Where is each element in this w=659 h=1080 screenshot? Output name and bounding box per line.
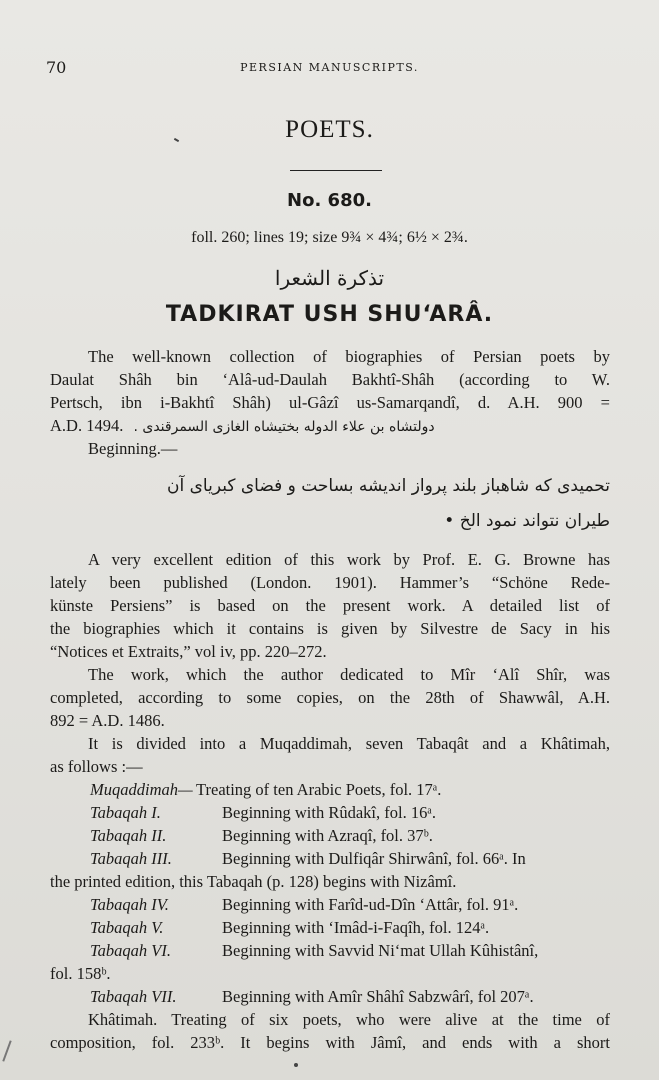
tabaqah-desc: Beginning with Amîr Shâhî Sabzwârî, fol 207ᵃ. xyxy=(222,987,534,1006)
tabaqah-label: Tabaqah V. xyxy=(90,918,164,937)
title-rule xyxy=(290,170,382,171)
tabaqah-desc: Beginning with Farîd-ud-Dîn ‘Attâr, fol. 91ᵃ. xyxy=(222,895,519,914)
tabaqah-desc: Beginning with ‘Imâd-i-Faqîh, fol. 124ᵃ. xyxy=(222,918,490,937)
beginning-persian-line: طیران نتواند نمود الخ • xyxy=(444,511,610,531)
tabaqah-label: Tabaqah II. xyxy=(90,826,167,845)
tabaqah-label: Tabaqah I. xyxy=(90,803,161,822)
body-line: A very excellent edition of this work by Prof. E. G. Browne has xyxy=(88,550,610,569)
intro-line: Daulat Shâh bin ‘Alâ-ud-Daulah Bakhtî-Shâh (according to W. xyxy=(50,370,610,389)
persian-title: تذکرة الشعرا xyxy=(274,266,385,290)
intro-line: The well-known collection of biographies of Persian poets by xyxy=(88,347,610,366)
muqaddimah-desc: Treating of ten Arabic Poets, fol. 17ᵃ. xyxy=(196,780,442,799)
body-line: completed, according to some copies, on the 28th of Shawwâl, A.H. xyxy=(50,688,610,707)
body-line: künste Persiens” is based on the present work. A detailed list of xyxy=(50,596,610,615)
running-head: PERSIAN MANUSCRIPTS. xyxy=(240,61,419,74)
tabaqah-desc: Beginning with Savvid Ni‘mat Ullah Kûhistânî, xyxy=(222,941,539,960)
tabaqah-label: Tabaqah VI. xyxy=(90,941,171,960)
date-ad: A.D. 1494. xyxy=(50,416,124,435)
body-line: “Notices et Extraits,” vol iv, pp. 220–272. xyxy=(50,642,327,661)
body-line: as follows :— xyxy=(50,757,143,776)
tabaqah-continuation: fol. 158ᵇ. xyxy=(50,964,111,983)
muqaddimah-label: Muqaddimah— xyxy=(90,780,193,799)
tabaqah-label: Tabaqah IV. xyxy=(90,895,169,914)
page-number: 70 xyxy=(46,58,67,77)
khatimah-line: Khâtimah. Treating of six poets, who were alive at the time of xyxy=(88,1010,610,1029)
beginning-label: Beginning.— xyxy=(88,439,178,458)
work-title: TADKIRAT USH SHU‘ARÂ. xyxy=(165,302,494,327)
intro-line: Pertsch, ibn i-Bakhtî Shâh) ul-Gâzî us-Samarqandî, d. A.H. 900 = xyxy=(50,393,610,412)
tabaqah-desc: Beginning with Azraqî, fol. 37ᵇ. xyxy=(222,826,433,845)
page-header xyxy=(0,58,659,82)
section-title: POETS. xyxy=(285,116,374,143)
body-line: 892 = A.D. 1486. xyxy=(50,711,165,730)
beginning-persian-line: تحمیدی که شاهباز بلند پرواز اندیشه بساحت و فضای کبریای آن xyxy=(167,476,610,496)
body-line: the biographies which it contains is given by Silvestre de Sacy in his xyxy=(50,619,610,638)
body-line: It is divided into a Muqaddimah, seven Tabaqât and a Khâtimah, xyxy=(88,734,610,753)
khatimah-line: composition, fol. 233ᵇ. It begins with Jâmî, and ends with a short xyxy=(50,1033,610,1052)
author-persian-name: دولتشاه بن علاء الدوله بختیشاه الغازی السمرقندی . xyxy=(133,419,435,435)
tabaqah-label: Tabaqah III. xyxy=(90,849,172,868)
body-line: The work, which the author dedicated to Mîr ‘Alî Shîr, was xyxy=(88,665,610,684)
intro-last-line xyxy=(50,415,610,437)
tabaqah-desc: Beginning with Rûdakî, fol. 16ᵃ. xyxy=(222,803,436,822)
tabaqah-continuation: the printed edition, this Tabaqah (p. 128) begins with Nizâmî. xyxy=(50,872,457,891)
tabaqah-desc: Beginning with Dulfiqâr Shirwânî, fol. 66ᵃ. In xyxy=(222,849,526,868)
tabaqah-label: Tabaqah VII. xyxy=(90,987,177,1006)
folio-info: foll. 260; lines 19; size 9¾ × 4¾; 6½ × 2¾. xyxy=(191,229,468,246)
manuscript-number: No. 680. xyxy=(287,190,372,211)
print-dot xyxy=(294,1063,298,1067)
margin-pencil-mark xyxy=(2,1040,11,1061)
body-line: lately been published (London. 1901). Hammer’s “Schöne Rede- xyxy=(50,573,610,592)
